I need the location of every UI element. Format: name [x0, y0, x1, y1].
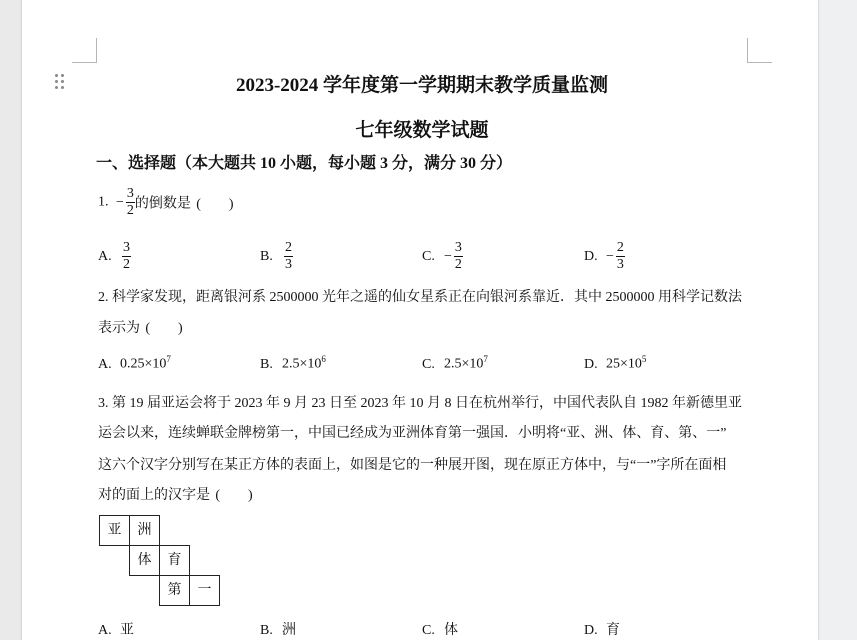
fraction-sign: − — [116, 194, 124, 210]
net-cell-ti: 体 — [129, 545, 160, 576]
answer-blank: ( ) — [196, 196, 234, 212]
section-heading: 一、选择题（本大题共 10 小题，每小题 3 分，满分 30 分） — [96, 155, 513, 172]
q3-option-a[interactable]: A. 亚 — [98, 623, 134, 638]
q1-option-a[interactable]: A. $\frac{3}{2}$ — [98, 240, 130, 272]
q3-option-d[interactable]: D. 育 — [584, 623, 620, 638]
q2-option-a[interactable]: A. $0.25\times 10^7$ — [98, 354, 171, 372]
q3-option-b[interactable]: B. 洲 — [260, 623, 296, 638]
q1-option-c[interactable]: C. − $\frac{3}{2}$ — [422, 240, 462, 272]
q3-option-c[interactable]: C. 体 — [422, 623, 458, 638]
q1-option-d[interactable]: D. − $\frac{2}{3}$ — [584, 240, 624, 272]
question-3-line-4: 对的面上的汉字是 ( ) — [98, 484, 258, 504]
cube-net-figure — [99, 515, 220, 606]
question-2-line-2: 表示为 ( ) — [98, 317, 188, 337]
margin-corner-top-right — [747, 38, 772, 63]
net-cell-ya: 亚 — [99, 515, 130, 546]
question-3-line-2: 运会以来，连续蝉联金牌榜第一，中国已经成为亚洲体育第一强国．小明将“亚、洲、体、育、第、一” — [98, 426, 727, 441]
answer-blank: ( ) — [145, 321, 183, 336]
question-3-line-3: 这六个汉字分别写在某正方体的表面上，如图是它的一种展开图，现在原正方体中，与“一”字所在面相 — [98, 458, 727, 473]
answer-blank: ( ) — [215, 488, 253, 503]
q1-option-b[interactable]: B. $\frac{2}{3}$ — [260, 240, 292, 272]
margin-corner-top-left — [72, 38, 97, 63]
net-cell-yu: 育 — [159, 545, 190, 576]
window-background — [818, 0, 857, 640]
document-title: 2023-2024 学年度第一学期期末教学质量监测 — [235, 75, 609, 96]
document-page[interactable] — [22, 0, 818, 640]
question-stem: 的倒数是 — [134, 196, 191, 212]
question-3-line-1: 3. 第 19 届亚运会将于 2023 年 9 月 23 日至 2023 年 10 月 8 日在杭州举行，中国代表队自 1982 年新德里亚 — [98, 396, 742, 411]
question-1 — [98, 186, 239, 219]
document-subtitle: 七年级数学试题 — [355, 120, 489, 141]
question-2-line-1: 2. 科学家发现，距离银河系 2500000 光年之遥的仙女星系正在向银河系靠近．其中 2500000 用科学记数法 — [98, 290, 742, 305]
q2-option-b[interactable]: B. $2.5\times 10^6$ — [260, 354, 326, 372]
net-cell-yi: 一 — [189, 575, 220, 606]
q2-option-c[interactable]: C. $2.5\times 10^7$ — [422, 354, 488, 372]
question-number: 1. — [98, 194, 109, 210]
q2-option-d[interactable]: D. $25\times 10^5$ — [584, 354, 647, 372]
question-1-fraction: $\frac{3}{2}$ — [126, 186, 134, 218]
net-cell-zhou: 洲 — [129, 515, 160, 546]
net-cell-di: 第 — [159, 575, 190, 606]
